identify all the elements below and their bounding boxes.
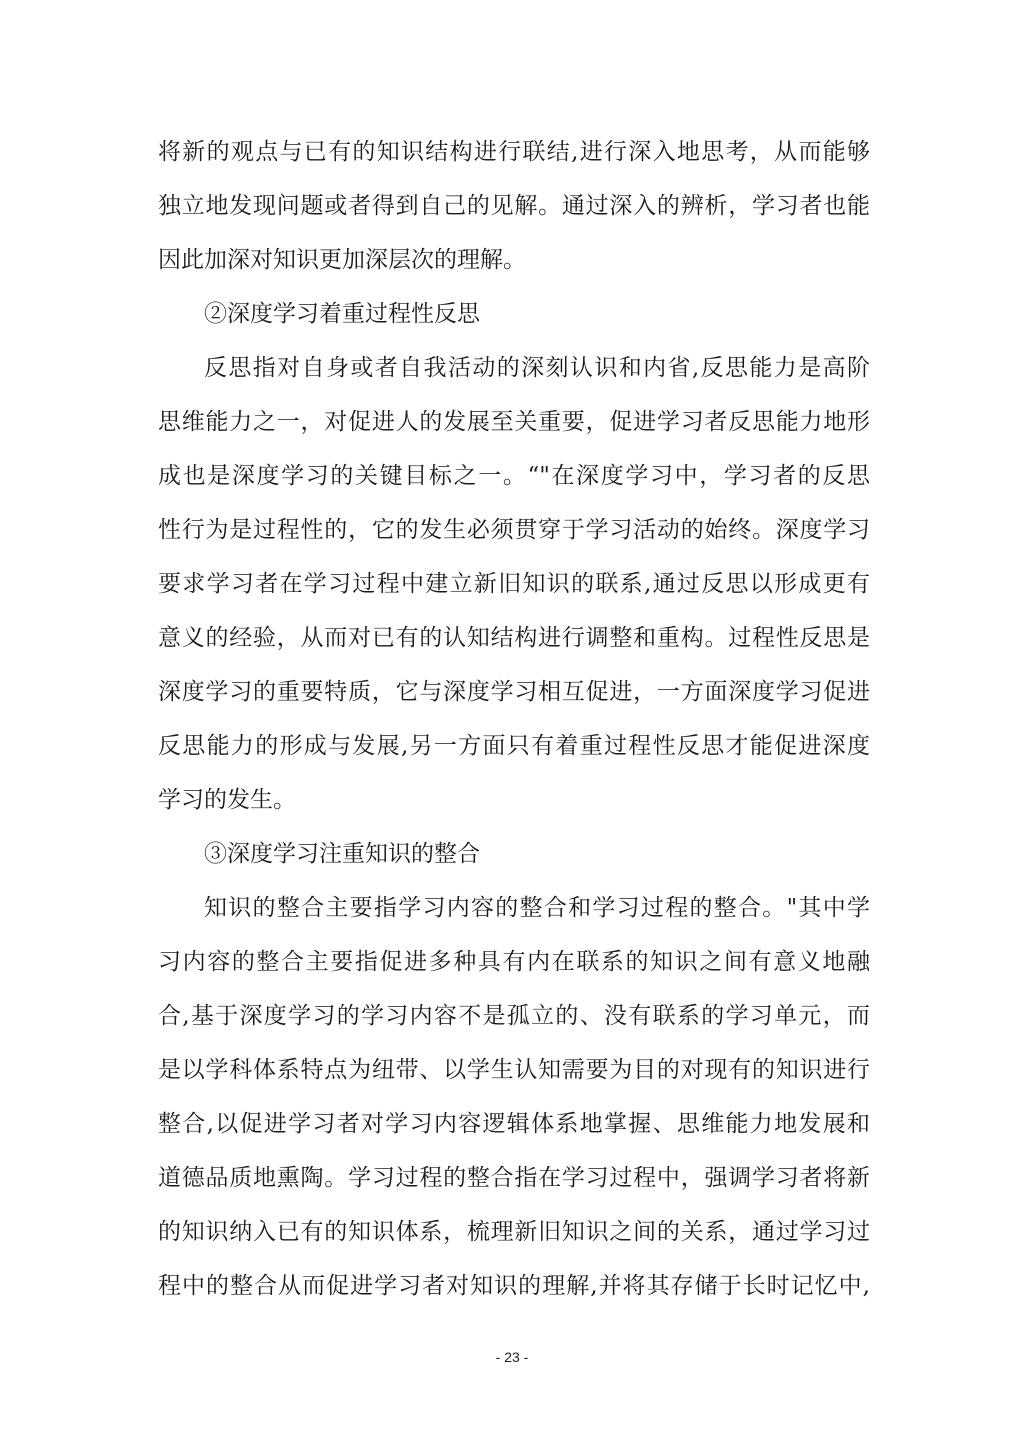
body-line: 成也是深度学习的关键目标之一。“"在深度学习中，学习者的反思 [158, 463, 870, 489]
body-line: 反思能力的形成与发展,另一方面只有着重过程性反思才能促进深度 [158, 733, 870, 759]
body-line: 习内容的整合主要指促进多种具有内在联系的知识之间有意义地融 [158, 949, 870, 975]
body-line: 合,基于深度学习的学习内容不是孤立的、没有联系的学习单元，而 [158, 1003, 870, 1029]
body-line: 性行为是过程性的，它的发生必须贯穿于学习活动的始终。深度学习 [158, 517, 870, 543]
page-number: - 23 - [495, 1349, 529, 1365]
section-heading: ②深度学习着重过程性反思 [204, 301, 480, 327]
body-line: 知识的整合主要指学习内容的整合和学习过程的整合。"其中学 [204, 895, 870, 921]
body-line: 因此加深对知识更加深层次的理解。 [158, 247, 526, 273]
body-line: 程中的整合从而促进学习者对知识的理解,并将其存储于长时记忆中, [158, 1273, 870, 1299]
body-line: 的知识纳入已有的知识体系，梳理新旧知识之间的关系，通过学习过 [158, 1219, 870, 1245]
body-line: 意义的经验，从而对已有的认知结构进行调整和重构。过程性反思是 [158, 625, 870, 651]
body-line: 将新的观点与已有的知识结构进行联结,进行深入地思考，从而能够 [158, 139, 870, 165]
body-line: 要求学习者在学习过程中建立新旧知识的联系,通过反思以形成更有 [158, 571, 870, 597]
body-line: 反思指对自身或者自我活动的深刻认识和内省,反思能力是高阶 [204, 355, 870, 381]
body-line: 深度学习的重要特质，它与深度学习相互促进，一方面深度学习促进 [158, 679, 870, 705]
body-line: 是以学科体系特点为纽带、以学生认知需要为目的对现有的知识进行 [158, 1057, 870, 1083]
section-heading: ③深度学习注重知识的整合 [204, 841, 480, 867]
body-line: 思维能力之一，对促进人的发展至关重要，促进学习者反思能力地形 [158, 409, 870, 435]
body-line: 学习的发生。 [158, 787, 296, 813]
body-line: 道德品质地熏陶。学习过程的整合指在学习过程中，强调学习者将新 [158, 1165, 870, 1191]
body-line: 独立地发现问题或者得到自己的见解。通过深入的辨析，学习者也能 [158, 193, 870, 219]
body-line: 整合,以促进学习者对学习内容逻辑体系地掌握、思维能力地发展和 [158, 1111, 870, 1137]
